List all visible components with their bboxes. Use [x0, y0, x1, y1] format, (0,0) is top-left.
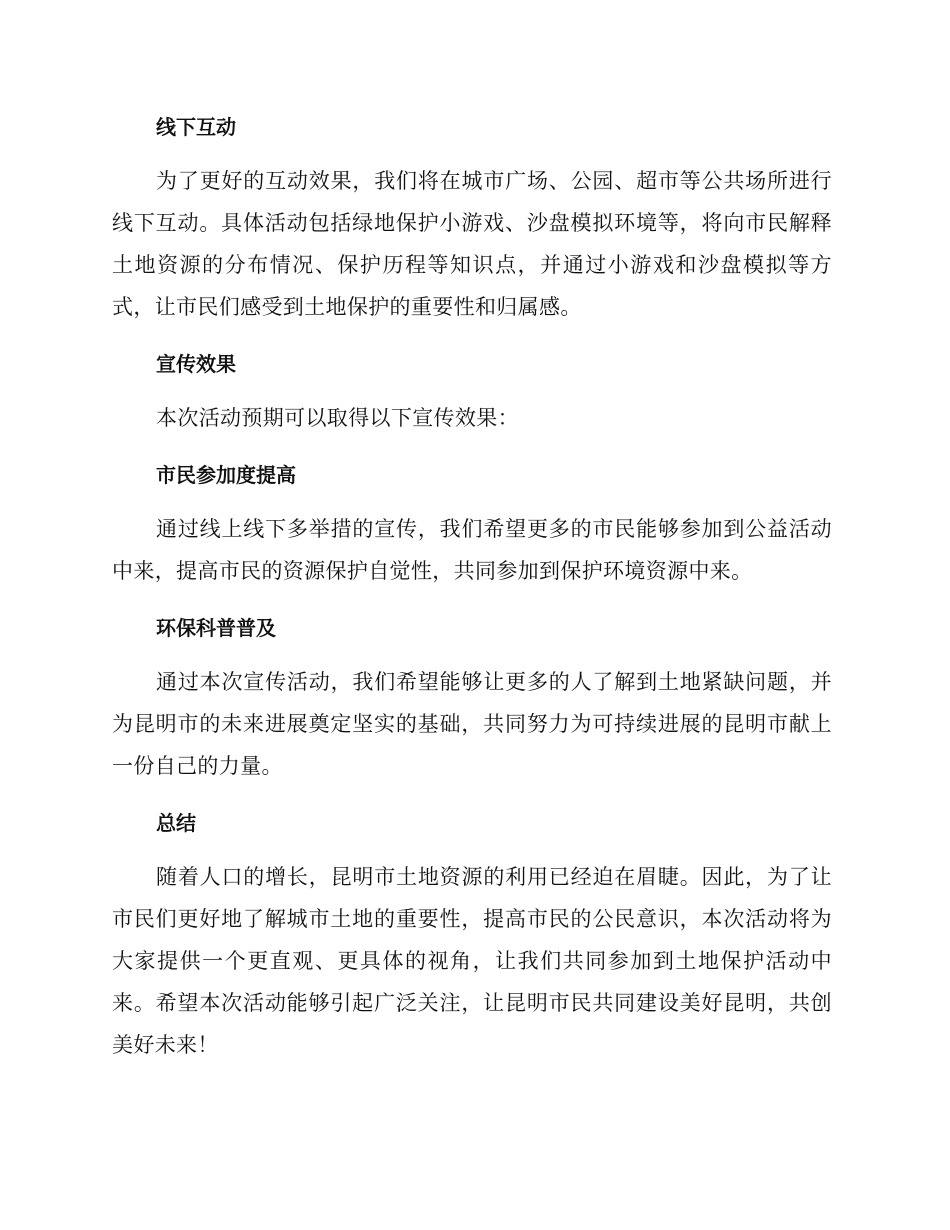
section-heading-offline-interaction: 线下互动	[156, 115, 236, 139]
section-heading-environmental-education: 环保科普普及	[156, 616, 276, 640]
paragraph-offline-interaction: 为了更好的互动效果，我们将在城市广场、公园、超市等公共场所进行线下互动。具体活动包括绿地保护小游戏、沙盘模拟环境等，将向市民解释土地资源的分布情况、保护历程等知识点，并通过小游戏和沙盘模拟等方式，让市民们感受到土地保护的重要性和归属感。	[112, 169, 832, 319]
paragraph-summary: 随着人口的增长，昆明市土地资源的利用已经迫在眉睫。因此，为了让市民们更好地了解城市土地的重要性，提高市民的公民意识，本次活动将为大家提供一个更直观、更具体的视角，让我们共同参加到土地保护活动中来。希望本次活动能够引起广泛关注，让昆明市民共同建设美好昆明，共创美好未来！	[112, 865, 832, 1057]
section-heading-publicity-effect: 宣传效果	[156, 352, 236, 376]
document-page	[112, 104, 832, 1079]
paragraph-environmental-education: 通过本次宣传活动，我们希望能够让更多的人了解到土地紧缺问题，并为昆明市的未来进展奠定坚实的基础，共同努力为可持续进展的昆明市献上一份自己的力量。	[112, 670, 832, 778]
paragraph-publicity-effect: 本次活动预期可以取得以下宣传效果：	[156, 406, 519, 430]
paragraph-citizen-participation: 通过线上线下多举措的宣传，我们希望更多的市民能够参加到公益活动中来，提高市民的资源保护自觉性，共同参加到保护环境资源中来。	[112, 517, 832, 583]
section-heading-summary: 总结	[156, 811, 196, 835]
section-heading-citizen-participation: 市民参加度提高	[156, 463, 296, 487]
